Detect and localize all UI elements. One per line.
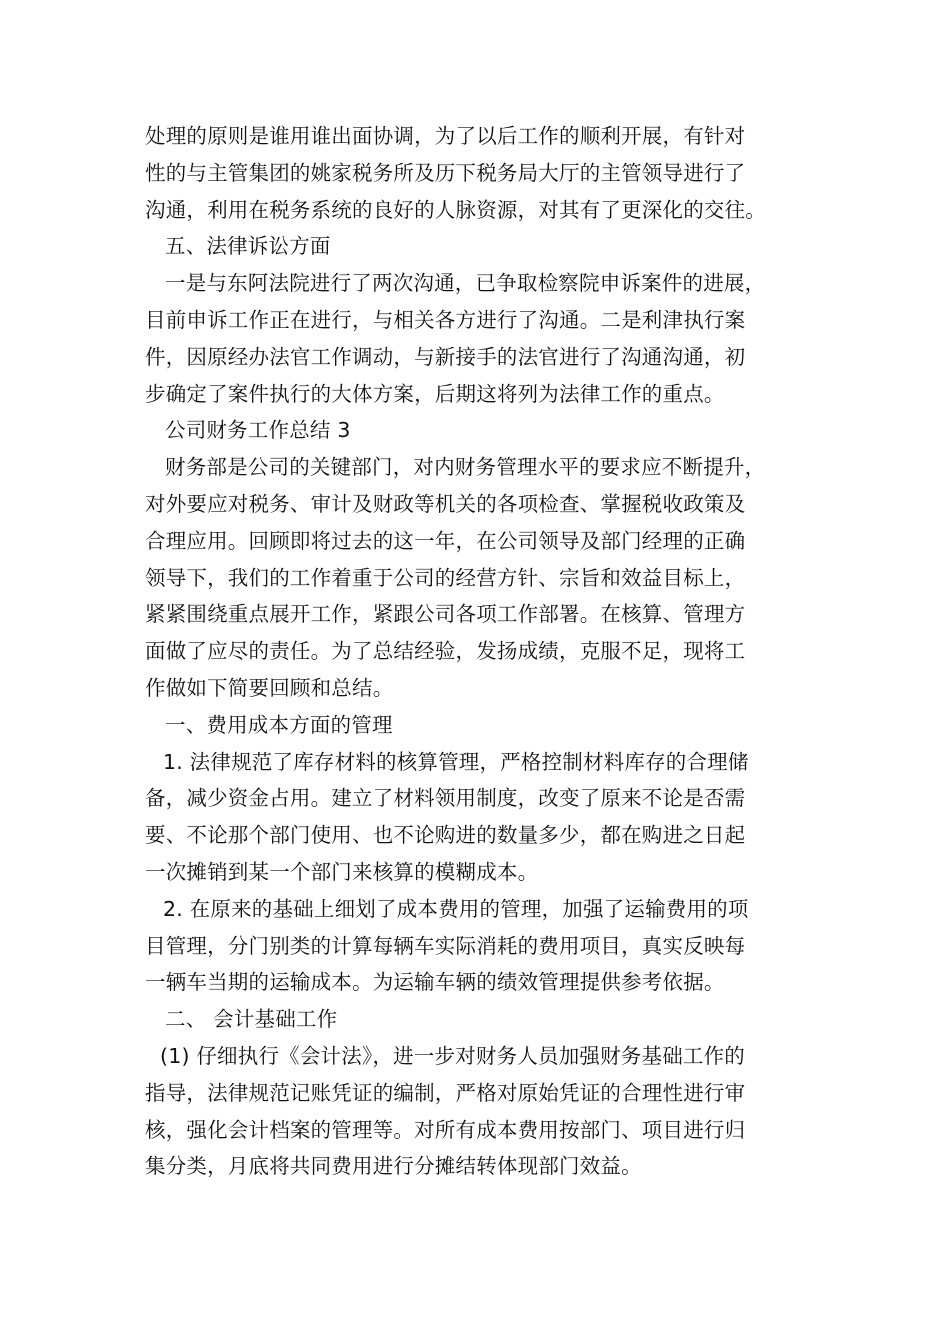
text-line: 目前申诉工作正在进行，与相关各方进行了沟通。二是利津执行案 <box>145 307 746 332</box>
text-line: 步确定了案件执行的大体方案，后期这将列为法律工作的重点。 <box>145 381 725 406</box>
text-line: (1) 仔细执行《会计法》，进一步对财务人员加强财务基础工作的 <box>160 1043 746 1068</box>
text-line: 集分类，月底将共同费用进行分摊结转体现部门效益。 <box>145 1154 642 1179</box>
section-heading: 公司财务工作总结 3 <box>165 418 351 443</box>
text-line: 2. 在原来的基础上细划了成本费用的管理，加强了运输费用的项 <box>163 896 749 921</box>
text-line: 合理应用。回顾即将过去的这一年，在公司领导及部门经理的正确 <box>145 528 746 553</box>
text-line: 对外要应对税务、审计及财政等机关的各项检查、掌握税收政策及 <box>145 491 746 516</box>
text-line: 件，因原经办法官工作调动，与新接手的法官进行了沟通沟通，初 <box>145 344 746 369</box>
section-heading: 五、法律诉讼方面 <box>165 234 331 259</box>
text-line: 一是与东阿法院进行了两次沟通，已争取检察院申诉案件的进展， <box>165 271 766 296</box>
section-heading: 二、 会计基础工作 <box>165 1007 338 1032</box>
text-line: 处理的原则是谁用谁出面协调，为了以后工作的顺利开展，有针对 <box>145 124 746 148</box>
text-line: 一次摊销到某一个部门来核算的模糊成本。 <box>145 859 539 884</box>
document-body <box>145 118 811 1185</box>
text-line: 财务部是公司的关键部门，对内财务管理水平的要求应不断提升， <box>165 455 766 480</box>
text-line: 1. 法律规范了库存材料的核算管理，严格控制材料库存的合理储 <box>163 749 749 774</box>
text-line: 作做如下简要回顾和总结。 <box>145 675 394 700</box>
text-line: 目管理，分门别类的计算每辆车实际消耗的费用项目，真实反映每 <box>145 933 746 958</box>
text-line: 面做了应尽的责任。为了总结经验，发扬成绩，克服不足，现将工 <box>145 639 746 664</box>
text-line: 性的与主管集团的姚家税务所及历下税务局大厅的主管领导进行了 <box>145 160 746 185</box>
text-line: 指导，法律规范记账凭证的编制，严格对原始凭证的合理性进行审 <box>145 1080 746 1105</box>
text-line: 核，强化会计档案的管理等。对所有成本费用按部门、项目进行归 <box>145 1117 746 1142</box>
text-line: 领导下，我们的工作着重于公司的经营方针、宗旨和效益目标上， <box>145 565 746 590</box>
text-line: 要、不论那个部门使用、也不论购进的数量多少，都在购进之日起 <box>145 823 746 848</box>
text-line: 沟通，利用在税务系统的良好的人脉资源，对其有了更深化的交往。 <box>145 197 766 222</box>
text-line: 备，减少资金占用。建立了材料领用制度，改变了原来不论是否需 <box>145 786 746 811</box>
text-line: 一辆车当期的运输成本。为运输车辆的绩效管理提供参考依据。 <box>145 970 725 995</box>
text-line: 紧紧围绕重点展开工作，紧跟公司各项工作部署。在核算、管理方 <box>145 602 746 627</box>
section-heading: 一、费用成本方面的管理 <box>165 712 393 737</box>
